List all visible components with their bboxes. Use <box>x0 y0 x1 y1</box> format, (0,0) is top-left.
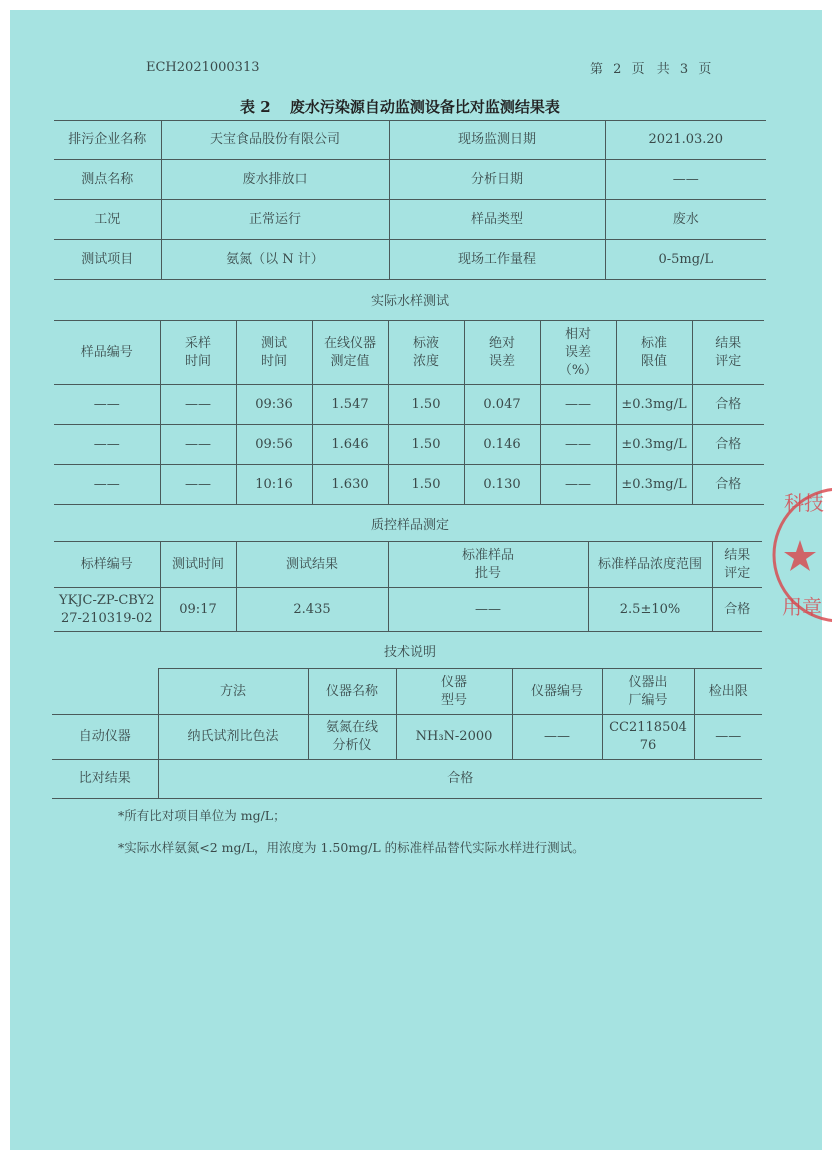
cell: —— <box>388 588 588 632</box>
info-table <box>54 120 766 280</box>
info-value: 2021.03.20 <box>605 121 766 160</box>
info-row <box>54 240 766 280</box>
cell: 1.547 <box>312 385 388 425</box>
header-cell: 样品编号 <box>54 321 160 385</box>
cell: 10:16 <box>236 465 312 505</box>
cell: 0.130 <box>464 465 540 505</box>
compare-label: 比对结果 <box>52 760 158 799</box>
table-title-text: 废水污染源自动监测设备比对监测结果表 <box>289 98 560 116</box>
header-cell: 仪器 型号 <box>396 669 512 715</box>
cell: 2.435 <box>236 588 388 632</box>
cell: 1.50 <box>388 465 464 505</box>
cell: 1.50 <box>388 425 464 465</box>
header-cell: 测试 时间 <box>236 321 312 385</box>
header-cell: 测试时间 <box>160 542 236 588</box>
info-value: 氨氮（以 N 计） <box>161 240 389 280</box>
info-value: —— <box>605 160 766 200</box>
table-title <box>240 96 560 117</box>
info-value: 废水排放口 <box>161 160 389 200</box>
cell: ±0.3mg/L <box>616 425 692 465</box>
cell: 0.146 <box>464 425 540 465</box>
cell: 1.646 <box>312 425 388 465</box>
page-word: 第 <box>590 62 605 77</box>
header-cell: 检出限 <box>694 669 762 715</box>
seal-text-top: 科技 <box>784 491 824 515</box>
tech-row <box>52 715 762 760</box>
cell: 氨氮在线 分析仪 <box>308 715 396 760</box>
header-cell: 结果 评定 <box>692 321 764 385</box>
cell: 自动仪器 <box>52 715 158 760</box>
actual-row <box>54 385 764 425</box>
note-units: *所有比对项目单位为 mg/L； <box>118 808 286 823</box>
cell: —— <box>160 385 236 425</box>
info-value: 天宝食品股份有限公司 <box>161 121 389 160</box>
cell: 09:56 <box>236 425 312 465</box>
cell: 1.630 <box>312 465 388 505</box>
section-title-actual: 实际水样测试 <box>370 294 449 309</box>
cell: CC2118504 76 <box>602 715 694 760</box>
info-label: 样品类型 <box>389 200 605 240</box>
qc-header-row <box>54 542 762 588</box>
cell: —— <box>54 425 160 465</box>
cell: —— <box>540 385 616 425</box>
info-label: 分析日期 <box>389 160 605 200</box>
cell: 2.5±10% <box>588 588 712 632</box>
header-cell: 在线仪器 测定值 <box>312 321 388 385</box>
header-cell: 结果 评定 <box>712 542 762 588</box>
header-cell: 标样编号 <box>54 542 160 588</box>
seal-text-bottom: 用章 <box>782 595 822 619</box>
actual-header-row <box>54 321 764 385</box>
cell: NH₃N-2000 <box>396 715 512 760</box>
header-cell: 采样 时间 <box>160 321 236 385</box>
table-number: 表 2 <box>240 98 271 116</box>
header-cell: 标准样品浓度范围 <box>588 542 712 588</box>
cell: 合格 <box>692 465 764 505</box>
header-cell: 测试结果 <box>236 542 388 588</box>
note-sample: *实际水样氨氮<2 mg/L，用浓度为 1.50mg/L 的标准样品替代实际水样进行测试。 <box>118 840 585 855</box>
official-seal <box>770 470 832 640</box>
header-cell <box>52 669 158 715</box>
section-title-tech: 技术说明 <box>383 645 436 660</box>
info-value: 0-5mg/L <box>605 240 766 280</box>
actual-sample-table <box>54 320 764 505</box>
info-label: 现场工作量程 <box>389 240 605 280</box>
header-cell: 绝对 误差 <box>464 321 540 385</box>
actual-row <box>54 465 764 505</box>
header-cell: 仪器编号 <box>512 669 602 715</box>
cell: 1.50 <box>388 385 464 425</box>
report-number: ECH2021000313 <box>146 60 260 75</box>
page-word: 页 <box>631 62 646 77</box>
cell: —— <box>160 465 236 505</box>
cell: 合格 <box>692 425 764 465</box>
header-cell: 标准 限值 <box>616 321 692 385</box>
header-cell: 方法 <box>158 669 308 715</box>
cell: —— <box>54 465 160 505</box>
page-total-word: 共 <box>656 62 671 77</box>
page-total: 3 <box>679 62 690 77</box>
header-cell: 标液 浓度 <box>388 321 464 385</box>
header-cell: 相对 误差 （%） <box>540 321 616 385</box>
cell: —— <box>694 715 762 760</box>
info-label: 现场监测日期 <box>389 121 605 160</box>
cell: —— <box>540 425 616 465</box>
cell: —— <box>540 465 616 505</box>
cell: —— <box>160 425 236 465</box>
info-label: 测点名称 <box>54 160 161 200</box>
info-row <box>54 121 766 160</box>
info-value: 废水 <box>605 200 766 240</box>
header-cell: 标准样品 批号 <box>388 542 588 588</box>
page-indicator <box>590 58 712 77</box>
cell: —— <box>54 385 160 425</box>
compare-result: 合格 <box>158 760 762 799</box>
tech-table <box>52 668 762 799</box>
compare-row <box>52 760 762 799</box>
cell: ±0.3mg/L <box>616 465 692 505</box>
info-label: 测试项目 <box>54 240 161 280</box>
cell: YKJC-ZP-CBY2 27-210319-02 <box>54 588 160 632</box>
info-value: 正常运行 <box>161 200 389 240</box>
info-row <box>54 160 766 200</box>
section-title-qc: 质控样品测定 <box>370 518 449 533</box>
cell: 合格 <box>692 385 764 425</box>
qc-sample-table <box>54 541 762 632</box>
cell: —— <box>512 715 602 760</box>
info-row <box>54 200 766 240</box>
cell: 09:36 <box>236 385 312 425</box>
header-cell: 仪器出 厂编号 <box>602 669 694 715</box>
qc-row <box>54 588 762 632</box>
actual-row <box>54 425 764 465</box>
cell: 0.047 <box>464 385 540 425</box>
cell: ±0.3mg/L <box>616 385 692 425</box>
cell: 合格 <box>712 588 762 632</box>
cell: 09:17 <box>160 588 236 632</box>
tech-header-row <box>52 669 762 715</box>
cell: 纳氏试剂比色法 <box>158 715 308 760</box>
page-word: 页 <box>698 62 713 77</box>
info-label: 排污企业名称 <box>54 121 161 160</box>
header-cell: 仪器名称 <box>308 669 396 715</box>
page-current: 2 <box>613 62 623 77</box>
info-label: 工况 <box>54 200 161 240</box>
